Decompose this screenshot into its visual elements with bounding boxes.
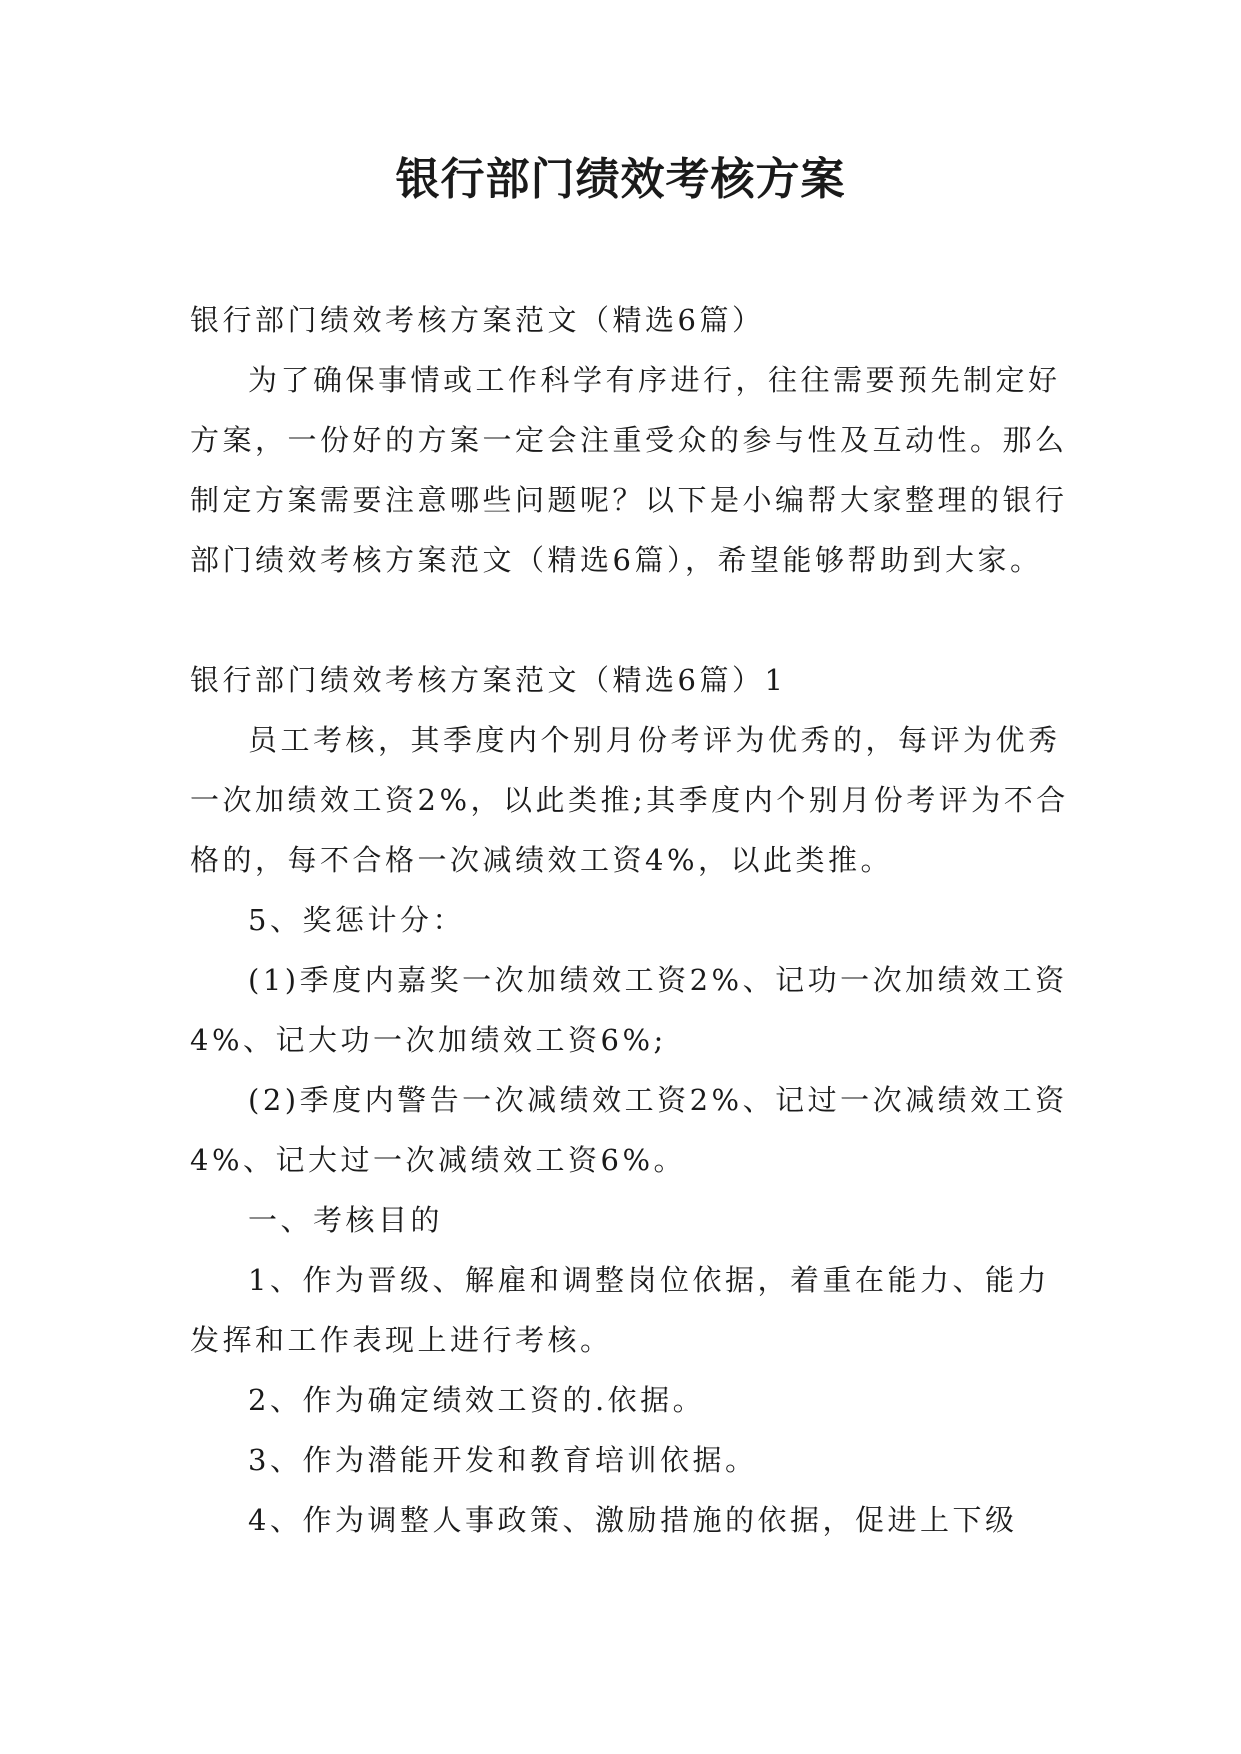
paragraph-reward-heading: 5、奖惩计分： [248,903,465,937]
paragraph-purpose-1: 1、作为晋级、解雇和调整岗位依据，着重在能力、能力发挥和工作表现上进行考核。 [190,1263,1050,1357]
paragraph-purpose-4: 4、作为调整人事政策、激励措施的依据，促进上下级 [248,1503,1018,1537]
paragraph-penalty-2: (2)季度内警告一次减绩效工资2%、记过一次减绩效工资4%、记大过一次减绩效工资6%。 [190,1083,1068,1177]
paragraph-reward-1: (1)季度内嘉奖一次加绩效工资2%、记功一次加绩效工资4%、记大功一次加绩效工资6%; [190,963,1068,1057]
paragraph-appraisal: 员工考核，其季度内个别月份考评为优秀的，每评为优秀一次加绩效工资2%，以此类推;其季度内个别月份考评为不合格的，每不合格一次减绩效工资4%，以此类推。 [190,723,1069,877]
document-body [190,290,1070,1550]
paragraph-purpose-3: 3、作为潜能开发和教育培训依据。 [248,1443,758,1477]
paragraph-purpose-2: 2、作为确定绩效工资的.依据。 [248,1383,706,1417]
section-heading: 银行部门绩效考核方案范文（精选6篇）1 [190,663,787,697]
paragraph-spacer [190,590,1070,650]
document-title: 银行部门绩效考核方案 [395,154,846,205]
intro-paragraph: 为了确保事情或工作科学有序进行，往往需要预先制定好方案，一份好的方案一定会注重受众的参与性及互动性。那么制定方案需要注意哪些问题呢？以下是小编帮大家整理的银行部门绩效考核方案范文（精选6篇），希望能够帮助到大家。 [190,363,1068,577]
paragraph-purpose-heading: 一、考核目的 [248,1203,444,1237]
document-subtitle: 银行部门绩效考核方案范文（精选6篇） [190,303,765,337]
